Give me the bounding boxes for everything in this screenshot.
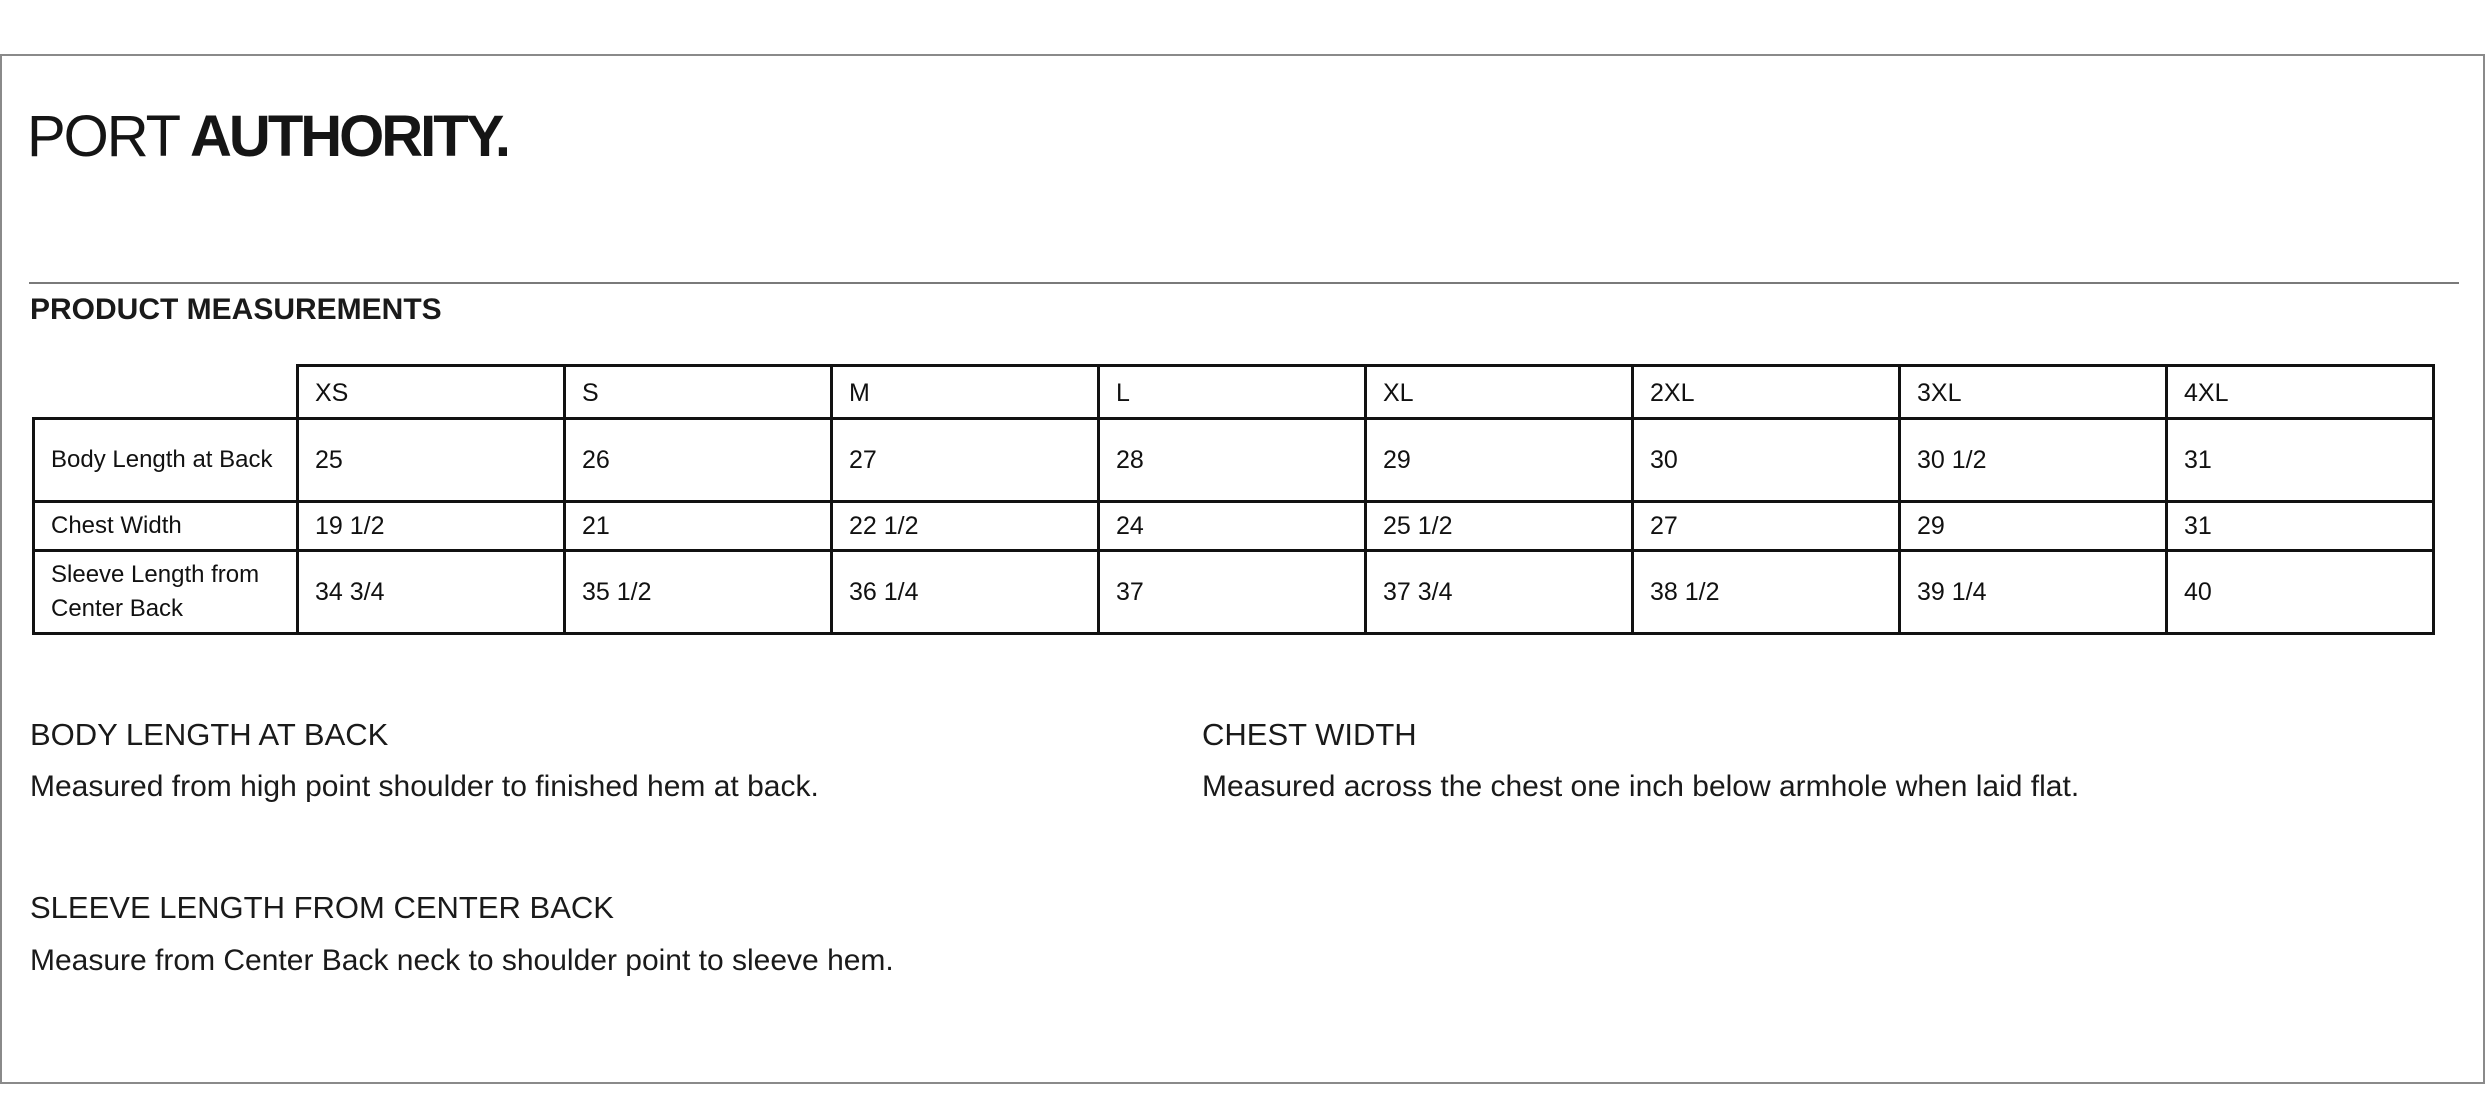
- definition-title-sleeve-length: SLEEVE LENGTH FROM CENTER BACK: [30, 890, 614, 925]
- measurements-table: [32, 364, 2435, 635]
- size-header-xs: XS: [298, 366, 565, 419]
- table-cell: 37 3/4: [1366, 551, 1633, 634]
- size-header-2xl: 2XL: [1633, 366, 1900, 419]
- size-header-l: L: [1099, 366, 1366, 419]
- row-label-sleeve-length: Sleeve Length from Center Back: [34, 551, 298, 634]
- table-cell: 28: [1099, 419, 1366, 502]
- table-cell: 19 1/2: [298, 502, 565, 551]
- table-cell: 36 1/4: [832, 551, 1099, 634]
- row-label-chest-width: Chest Width: [34, 502, 298, 551]
- table-corner-cell: [34, 366, 298, 419]
- table-header-row: [34, 366, 2434, 419]
- table-row-sleeve-length: [34, 551, 2434, 634]
- table-cell: 29: [1900, 502, 2167, 551]
- section-title: PRODUCT MEASUREMENTS: [30, 293, 442, 326]
- table-cell: 31: [2167, 502, 2434, 551]
- table-cell: 25 1/2: [1366, 502, 1633, 551]
- table-cell: 27: [832, 419, 1099, 502]
- definition-text-chest-width: Measured across the chest one inch below armhole when laid flat.: [1202, 770, 2080, 803]
- table-cell: 24: [1099, 502, 1366, 551]
- brand-logo: [27, 104, 509, 169]
- logo-word-authority: AUTHORITY.: [190, 104, 509, 169]
- size-header-4xl: 4XL: [2167, 366, 2434, 419]
- table-cell: 40: [2167, 551, 2434, 634]
- row-label-body-length: Body Length at Back: [34, 419, 298, 502]
- table-cell: 37: [1099, 551, 1366, 634]
- table-row-chest-width: [34, 502, 2434, 551]
- definition-text-body-length: Measured from high point shoulder to finished hem at back.: [30, 770, 819, 803]
- definition-text-sleeve-length: Measure from Center Back neck to shoulder point to sleeve hem.: [30, 944, 894, 977]
- size-header-m: M: [832, 366, 1099, 419]
- table-row-body-length: [34, 419, 2434, 502]
- table-cell: 27: [1633, 502, 1900, 551]
- table-cell: 35 1/2: [565, 551, 832, 634]
- table-cell: 29: [1366, 419, 1633, 502]
- table-cell: 22 1/2: [832, 502, 1099, 551]
- header-divider: [29, 282, 2459, 284]
- definition-title-chest-width: CHEST WIDTH: [1202, 717, 1417, 752]
- size-header-3xl: 3XL: [1900, 366, 2167, 419]
- table-cell: 26: [565, 419, 832, 502]
- size-header-s: S: [565, 366, 832, 419]
- table-cell: 38 1/2: [1633, 551, 1900, 634]
- table-cell: 39 1/4: [1900, 551, 2167, 634]
- size-header-xl: XL: [1366, 366, 1633, 419]
- logo-word-port: PORT: [27, 104, 180, 169]
- definition-title-body-length: BODY LENGTH AT BACK: [30, 717, 389, 752]
- table-cell: 31: [2167, 419, 2434, 502]
- table-cell: 30: [1633, 419, 1900, 502]
- table-cell: 21: [565, 502, 832, 551]
- table-cell: 25: [298, 419, 565, 502]
- table-cell: 34 3/4: [298, 551, 565, 634]
- table-cell: 30 1/2: [1900, 419, 2167, 502]
